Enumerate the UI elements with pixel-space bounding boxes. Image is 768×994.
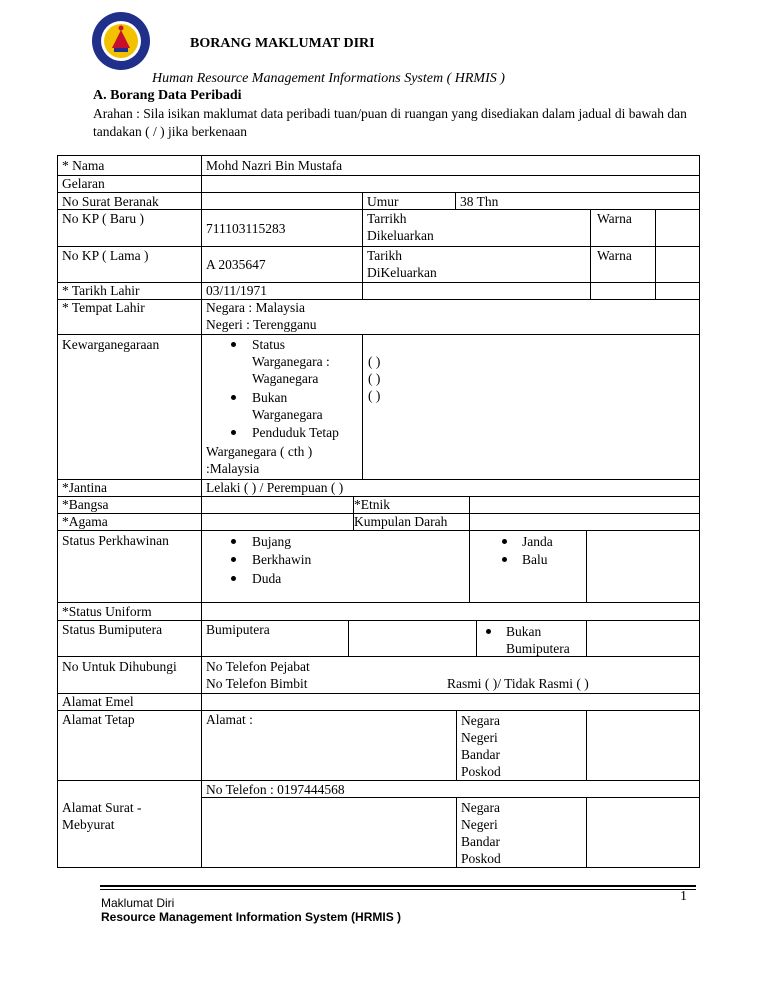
tarikh-dikeluarkan-lama-label: Tarikh <box>367 248 403 263</box>
umur-label: Umur <box>367 194 399 209</box>
jantina-label: *Jantina <box>62 480 107 495</box>
alamat-tetap-label: Alamat Tetap <box>62 712 135 727</box>
bullet-icon <box>231 539 236 544</box>
bandar-label: Bandar <box>461 747 500 762</box>
personal-data-form <box>57 155 700 868</box>
document-subtitle: Human Resource Management Informations System ( HRMIS ) <box>152 71 505 86</box>
gelaran-field[interactable] <box>206 175 696 192</box>
bullet-icon <box>231 576 236 581</box>
kp-lama-label: No KP ( Lama ) <box>62 248 149 263</box>
bullet-icon <box>231 342 236 347</box>
kw-penduduk-tetap: Penduduk Tetap <box>252 425 339 440</box>
kw-bukan: Bukan <box>252 390 288 405</box>
footer-rule-thin <box>100 889 696 890</box>
footer-rule <box>100 885 696 887</box>
telefon-field[interactable]: No Telefon : 0197444568 <box>206 782 345 797</box>
kahwin-duda[interactable]: Duda <box>252 571 282 586</box>
jantina-field[interactable]: Lelaki ( ) / Perempuan ( ) <box>206 480 344 495</box>
kw-checkbox-penduduk[interactable]: ( ) <box>368 388 381 403</box>
bullet-icon <box>231 395 236 400</box>
alamat-surat-label-2: Mebyurat <box>62 817 115 832</box>
rasmi-option[interactable]: Rasmi ( )/ Tidak Rasmi ( ) <box>447 676 589 691</box>
kp-baru-field[interactable]: 711103115283 <box>206 221 286 236</box>
negeri-label: Negeri <box>461 730 498 745</box>
emel-field[interactable] <box>206 693 696 710</box>
bumiputera-label: Status Bumiputera <box>62 622 163 637</box>
agama-label: *Agama <box>62 514 108 529</box>
bullet-icon <box>502 557 507 562</box>
kw-waganegara: Waganegara <box>252 371 319 386</box>
bukan-bumiputera-option-2: Bumiputera <box>506 641 570 656</box>
gelaran-label: Gelaran <box>62 176 105 191</box>
negara-label: Negara <box>461 713 500 728</box>
etnik-label: *Etnik <box>354 497 390 512</box>
document-title: BORANG MAKLUMAT DIRI <box>190 36 375 51</box>
uniform-label: *Status Uniform <box>62 604 152 619</box>
perkahwinan-label: Status Perkhawinan <box>62 533 169 548</box>
umur-field[interactable]: 38 Thn <box>460 194 499 209</box>
surat-beranak-label: No Surat Beranak <box>62 194 159 209</box>
kahwin-janda[interactable]: Janda <box>522 534 553 549</box>
bullet-icon <box>231 430 236 435</box>
tarikh-dikeluarkan-label-2: Dikeluarkan <box>367 228 434 243</box>
negeri-lahir-field[interactable]: Negeri : Terengganu <box>206 317 317 332</box>
negara-surat-label: Negara <box>461 800 500 815</box>
dihubungi-label: No Untuk Dihubungi <box>62 659 177 674</box>
instruction-text: Arahan : Sila isikan maklumat data peribadi tuan/puan di ruangan yang disediakan dalam jadual di bawah dan tandakan ( / ) jika berkenaan <box>93 106 687 139</box>
poskod-surat-label: Poskod <box>461 851 501 866</box>
kw-contoh-malaysia: :Malaysia <box>206 461 260 476</box>
negara-lahir-field[interactable]: Negara : Malaysia <box>206 300 305 315</box>
bandar-surat-label: Bandar <box>461 834 500 849</box>
kumpulan-darah-label: Kumpulan Darah <box>354 514 448 529</box>
alamat-label: Alamat : <box>206 712 253 727</box>
footer-subtitle: Resource Management Information System (HRMIS ) <box>101 910 402 924</box>
bumiputera-option[interactable]: Bumiputera <box>206 622 270 637</box>
bullet-icon <box>231 557 236 562</box>
nama-label: * Nama <box>62 158 105 173</box>
kw-checkbox-warganegara[interactable]: ( ) <box>368 354 381 369</box>
tel-pejabat-label: No Telefon Pejabat <box>206 659 310 674</box>
bpsm-logo <box>90 10 152 72</box>
bangsa-label: *Bangsa <box>62 497 109 512</box>
alamat-surat-label: Alamat Surat - <box>62 800 142 815</box>
tel-bimbit-label: No Telefon Bimbit <box>206 676 308 691</box>
warna-label: Warna <box>597 211 632 226</box>
nama-field[interactable]: Mohd Nazri Bin Mustafa <box>206 158 343 173</box>
kp-lama-field[interactable]: A 2035647 <box>206 257 266 272</box>
tarikh-lahir-label: * Tarikh Lahir <box>62 283 140 298</box>
kw-contoh: Warganegara ( cth ) <box>206 444 313 459</box>
poskod-label: Poskod <box>461 764 501 779</box>
bukan-bumiputera-option[interactable]: Bukan <box>506 624 542 639</box>
warna-lama-label: Warna <box>597 248 632 263</box>
kp-baru-label: No KP ( Baru ) <box>62 211 144 226</box>
kahwin-berkhawin[interactable]: Berkhawin <box>252 552 312 567</box>
kahwin-balu[interactable]: Balu <box>522 552 548 567</box>
tarikh-lahir-field[interactable]: 03/11/1971 <box>206 283 268 298</box>
kewarganegaraan-label: Kewarganegaraan <box>62 337 160 352</box>
kw-warganegara: Warganegara : <box>252 354 330 369</box>
negeri-surat-label: Negeri <box>461 817 498 832</box>
page-number: 1 <box>680 889 687 904</box>
tarikh-dikeluarkan-lama-label-2: DiKeluarkan <box>367 265 437 280</box>
bullet-icon <box>502 539 507 544</box>
kahwin-bujang[interactable]: Bujang <box>252 534 291 549</box>
section-heading: A. Borang Data Peribadi <box>93 88 242 103</box>
tarikh-dikeluarkan-label: Tarrikh <box>367 211 407 226</box>
footer-title: Maklumat Diri <box>101 896 175 910</box>
emel-label: Alamat Emel <box>62 694 134 709</box>
kw-status: Status <box>252 337 286 352</box>
bullet-icon <box>486 629 491 634</box>
tempat-lahir-label: * Tempat Lahir <box>62 300 145 315</box>
kw-bukan-warganegara: Warganegara <box>252 407 323 422</box>
kw-checkbox-bukan[interactable]: ( ) <box>368 371 381 386</box>
